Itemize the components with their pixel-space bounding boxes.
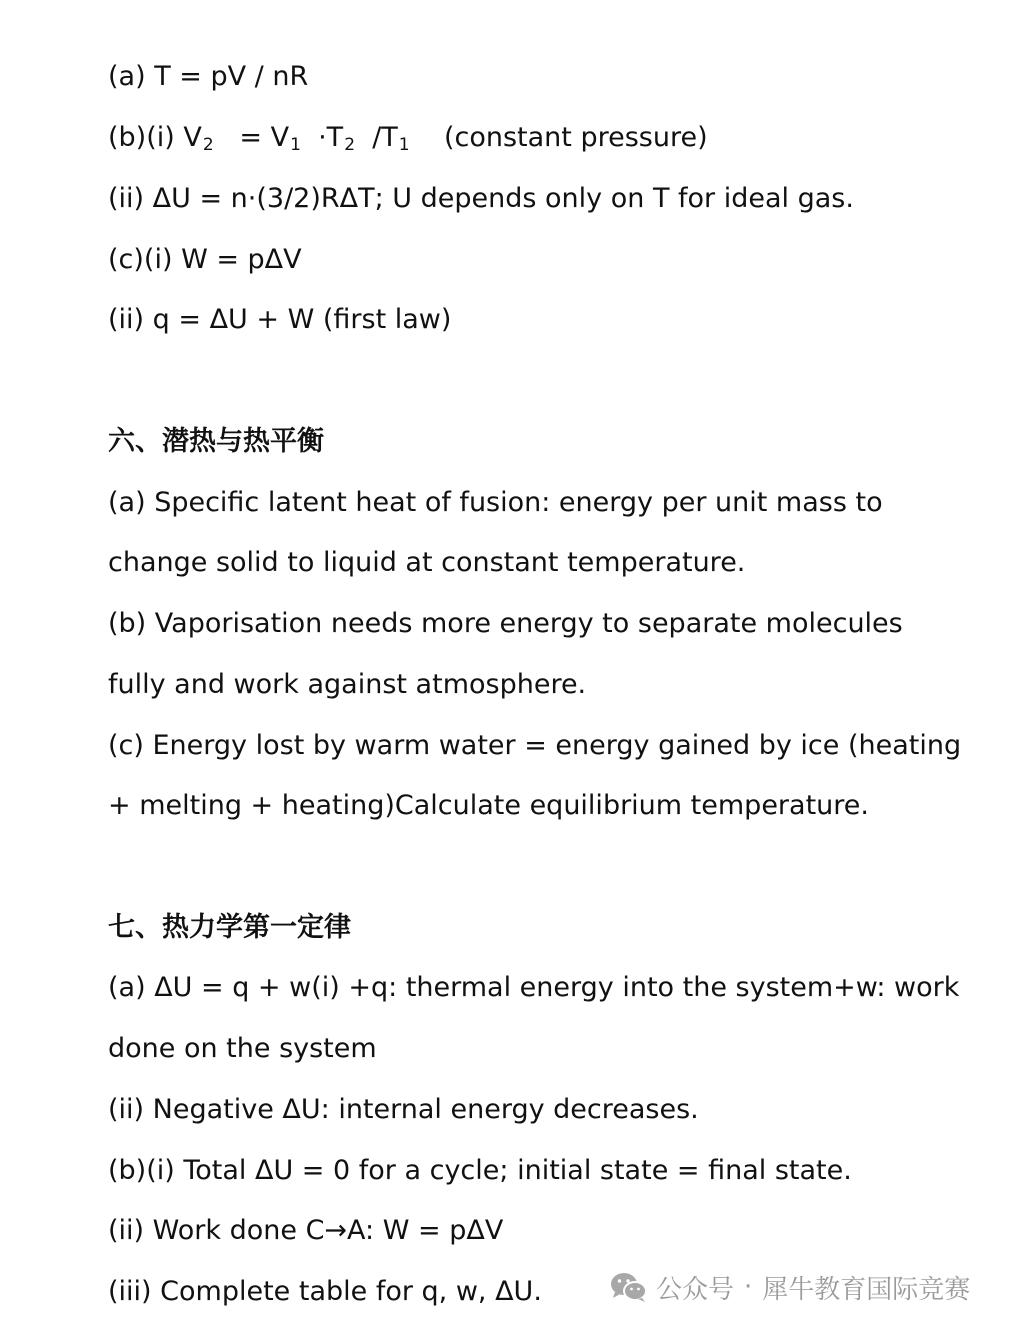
paragraph-line: + melting + heating)Calculate equilibrium temperature. — [108, 790, 869, 821]
paragraph-line: done on the system — [108, 1033, 377, 1064]
formula-b-i-volume — [108, 121, 708, 162]
formula-c-ii-first-law: (ii) q = ΔU + W (first law) — [108, 304, 452, 335]
formula-c-i-work: (c)(i) W = pΔV — [108, 244, 302, 275]
formula-a-temperature: (a) T = pV / nR — [108, 61, 309, 92]
section-heading-latent-heat: 六、潜热与热平衡 — [108, 426, 324, 457]
paragraph-line: change solid to liquid at constant temperature. — [108, 547, 746, 578]
section-heading-first-law: 七、热力学第一定律 — [108, 912, 351, 943]
subscript: 1 — [398, 135, 410, 155]
watermark-separator: · — [744, 1272, 753, 1302]
paragraph-line: (ii) Work done C→A: W = pΔV — [108, 1215, 504, 1246]
wechat-icon — [610, 1271, 648, 1303]
subscript: 1 — [290, 135, 301, 155]
paragraph-line: (c) Energy lost by warm water = energy gained by ice (heating — [108, 730, 962, 761]
formula-text: (b)(i) V — [108, 122, 202, 153]
paragraph-line: fully and work against atmosphere. — [108, 669, 587, 700]
paragraph-line: (a) Specific latent heat of fusion: energy per unit mass to — [108, 487, 883, 518]
paragraph-line: (a) ΔU = q + w(i) +q: thermal energy into the system+w: work — [108, 972, 960, 1003]
formula-text: /T — [363, 122, 398, 153]
formula-b-ii-internal-energy: (ii) ΔU = n·(3/2)RΔT; U depends only on T for ideal gas. — [108, 183, 854, 214]
subscript: 2 — [344, 135, 356, 155]
wechat-watermark — [610, 1267, 970, 1307]
paragraph-line: (b) Vaporisation needs more energy to separate molecules — [108, 608, 903, 639]
paragraph-line: (b)(i) Total ΔU = 0 for a cycle; initial state = final state. — [108, 1155, 852, 1186]
formula-note: (constant pressure) — [443, 122, 708, 153]
subscript: 2 — [202, 135, 214, 155]
watermark-account-label: 公众号 — [656, 1274, 735, 1305]
paragraph-line: (iii) Complete table for q, w, ΔU. — [108, 1276, 542, 1307]
formula-text: ·T — [309, 122, 344, 153]
paragraph-line: (ii) Negative ΔU: internal energy decreases. — [108, 1094, 699, 1125]
formula-text: = V — [230, 122, 290, 153]
watermark-account-name: 犀牛教育国际竞赛 — [762, 1274, 971, 1305]
